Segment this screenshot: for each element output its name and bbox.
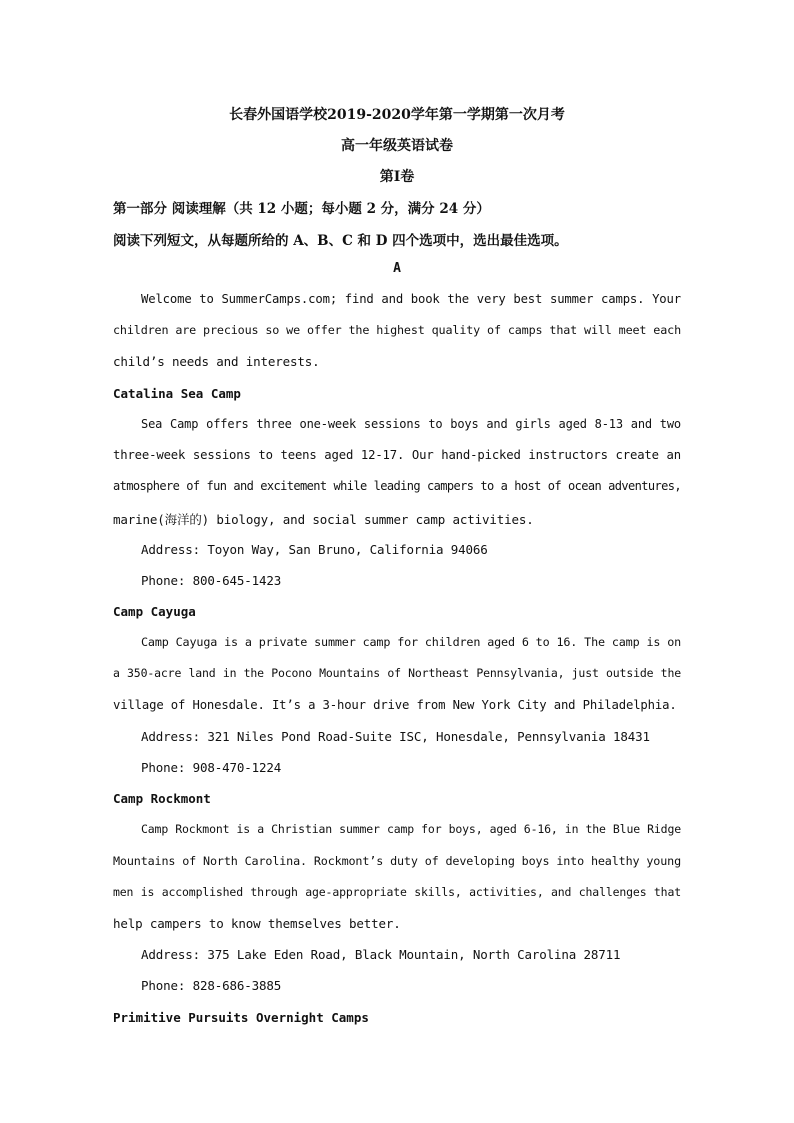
camp-name: Primitive Pursuits Overnight Camps bbox=[113, 1010, 369, 1025]
intro-line: children are precious so we offer the highest quality of camps that will meet each bbox=[113, 323, 681, 337]
camp-description-line: Sea Camp offers three one-week sessions to boys and girls aged 8-13 and two bbox=[141, 417, 681, 431]
passage-label: A bbox=[393, 261, 401, 276]
camp-description-line: atmosphere of fun and excitement while leading campers to a host of ocean adventures, bbox=[113, 479, 681, 493]
camp-name: Camp Rockmont bbox=[113, 791, 211, 806]
camp-phone: Phone: 908-470-1224 bbox=[141, 760, 282, 775]
camp-description-line: Camp Cayuga is a private summer camp for children aged 6 to 16. The camp is on bbox=[141, 635, 682, 649]
exam-page bbox=[113, 0, 681, 1123]
exam-title: 长春外国语学校2019-2020学年第一学期第一次月考 bbox=[229, 107, 565, 123]
camp-address: Address: 321 Niles Pond Road-Suite ISC, Honesdale, Pennsylvania 18431 bbox=[141, 729, 650, 744]
camp-description-line: marine(海洋的) biology, and social summer camp activities. bbox=[113, 512, 534, 527]
section-instruction: 阅读下列短文，从每题所给的 A、B、C 和 D 四个选项中，选出最佳选项。 bbox=[113, 233, 568, 249]
exam-subtitle: 高一年级英语试卷 bbox=[341, 138, 453, 154]
camp-phone: Phone: 800-645-1423 bbox=[141, 573, 282, 588]
camp-description-line: Mountains of North Carolina. Rockmont’s duty of developing boys into healthy young bbox=[113, 854, 681, 868]
camp-description-line: a 350-acre land in the Pocono Mountains of Northeast Pennsylvania, just outside the bbox=[113, 666, 681, 680]
camp-description-line: men is accomplished through age-appropriate skills, activities, and challenges that bbox=[113, 885, 681, 899]
camp-description-line: three-week sessions to teens aged 12-17. Our hand-picked instructors create an bbox=[113, 448, 681, 462]
camp-phone: Phone: 828-686-3885 bbox=[141, 978, 282, 993]
camp-name: Catalina Sea Camp bbox=[113, 386, 241, 401]
section-heading: 第一部分 阅读理解（共 12 小题；每小题 2 分，满分 24 分） bbox=[113, 201, 490, 217]
volume-label: 第I卷 bbox=[379, 169, 415, 185]
camp-description-line: village of Honesdale. It’s a 3-hour drive from New York City and Philadelphia. bbox=[113, 698, 677, 712]
camp-description-line: Camp Rockmont is a Christian summer camp for boys, aged 6-16, in the Blue Ridge bbox=[141, 822, 681, 836]
camp-description-line: help campers to know themselves better. bbox=[113, 916, 401, 931]
camp-address: Address: 375 Lake Eden Road, Black Mountain, North Carolina 28711 bbox=[141, 947, 621, 962]
intro-line: Welcome to SummerCamps.com; find and book the very best summer camps. Your bbox=[141, 292, 681, 306]
intro-line: child’s needs and interests. bbox=[113, 354, 320, 369]
camp-address: Address: Toyon Way, San Bruno, California 94066 bbox=[141, 542, 488, 557]
camp-name: Camp Cayuga bbox=[113, 604, 196, 619]
